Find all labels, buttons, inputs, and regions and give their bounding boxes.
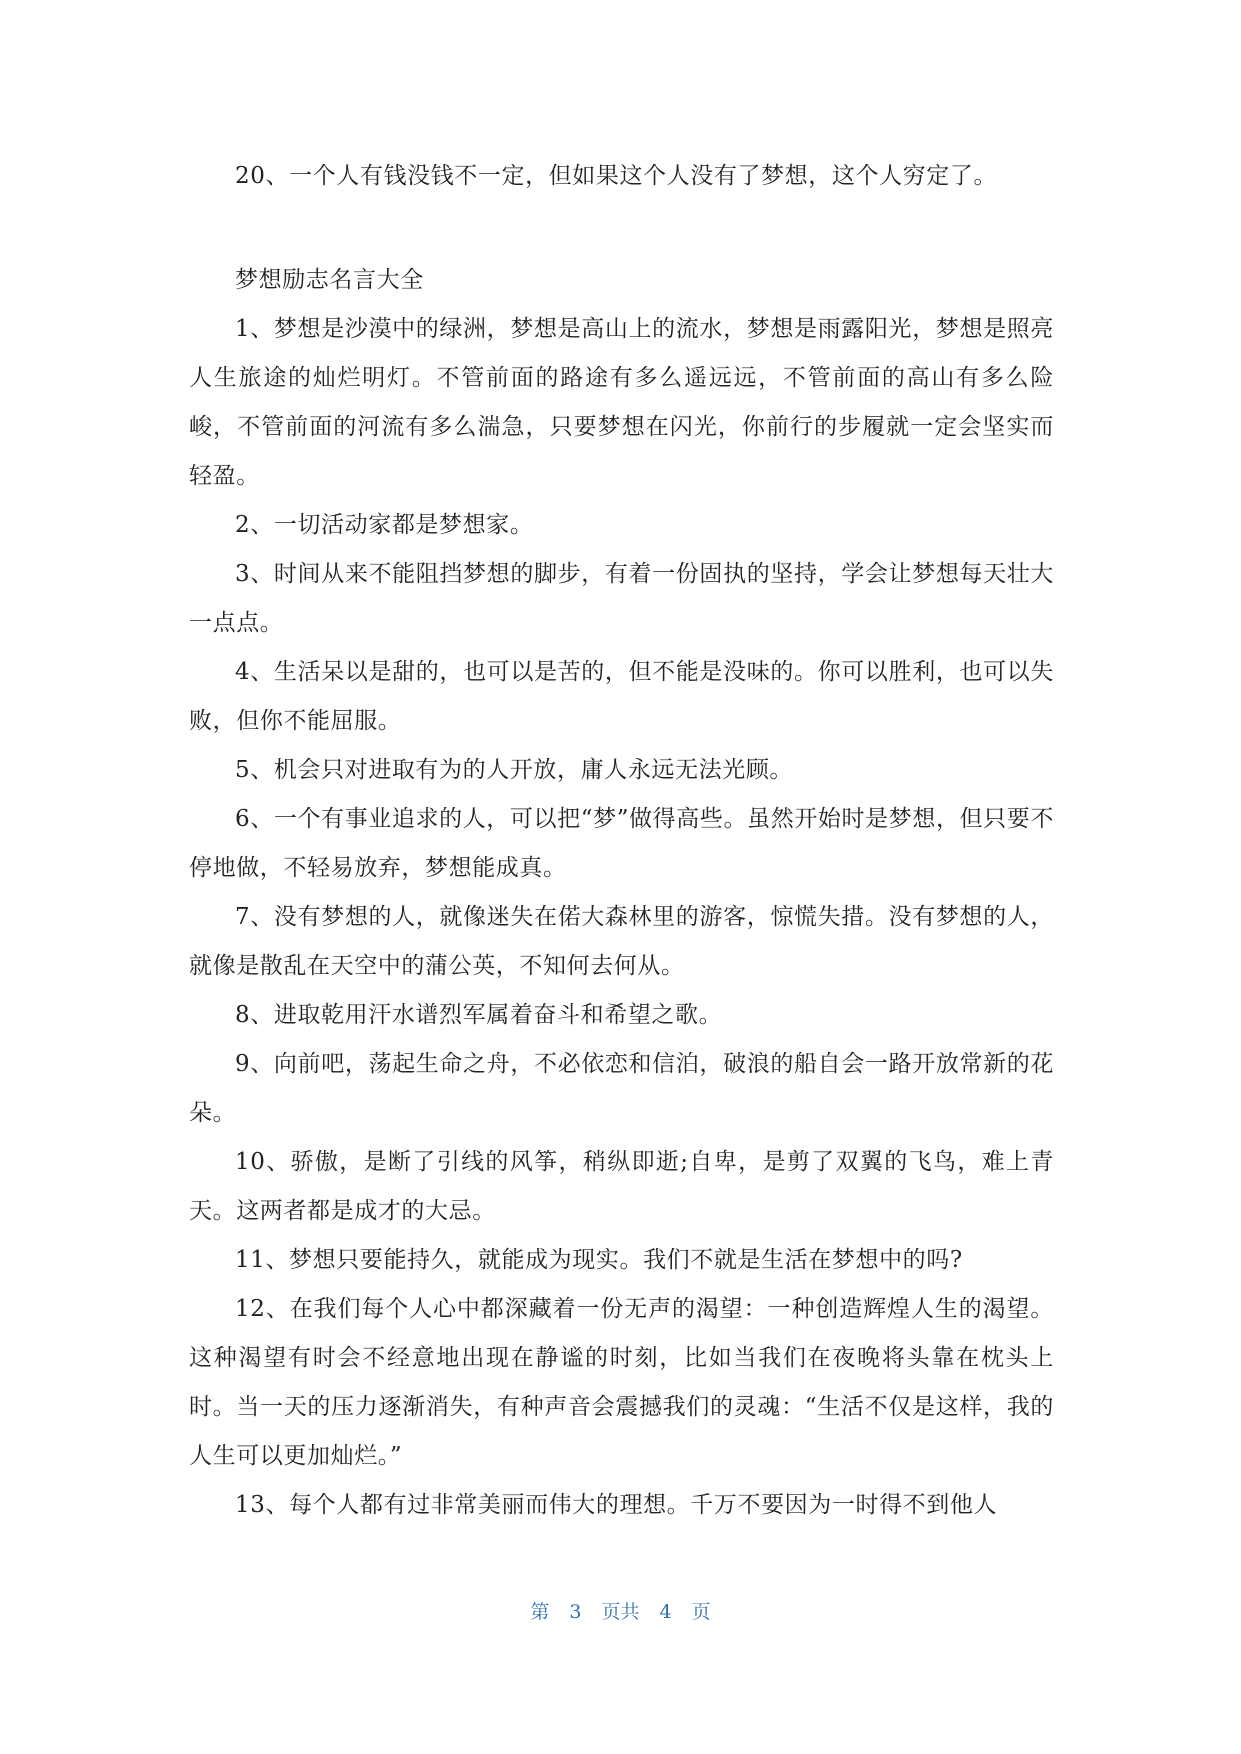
section-spacer (189, 201, 1054, 256)
quote-item: 11、梦想只要能持久，就能成为现实。我们不就是生活在梦想中的吗? (235, 1247, 963, 1273)
quote-item: 8、进取乾用汗水谱烈军属着奋斗和希望之歌。 (235, 1002, 723, 1028)
quote-item: 9、向前吧，荡起生命之舟，不必依恋和信泊，破浪的船自会一路开放常新的花朵。 (189, 1051, 1054, 1126)
section-heading: 梦想励志名言大全 (235, 267, 424, 293)
quote-item: 12、在我们每个人心中都深藏着一份无声的渴望：一种创造辉煌人生的渴望。这种渴望有时会不经意地出现在静谧的时刻，比如当我们在夜晚将头靠在枕头上时。当一天的压力逐渐消失，有种声音会震撼我们的灵魂：“生活不仅是这样，我的人生可以更加灿烂。” (189, 1296, 1054, 1469)
quote-item: 13、每个人都有过非常美丽而伟大的理想。千万不要因为一时得不到他人 (235, 1492, 998, 1518)
quote-item: 4、生活呆以是甜的，也可以是苦的，但不能是没味的。你可以胜利，也可以失败，但你不能屈服。 (189, 659, 1054, 734)
page-footer (0, 1597, 1241, 1624)
quote-item: 2、一切活动家都是梦想家。 (235, 512, 534, 538)
quote-item: 1、梦想是沙漠中的绿洲，梦想是高山上的流水，梦想是雨露阳光，梦想是照亮人生旅途的灿烂明灯。不管前面的路途有多么遥远远，不管前面的高山有多么险峻，不管前面的河流有多么湍急，只要梦想在闪光，你前行的步履就一定会坚实而轻盈。 (189, 316, 1054, 489)
footer-middle: 页共 (601, 1601, 640, 1623)
footer-suffix: 页 (691, 1601, 711, 1623)
lead-paragraph: 20、一个人有钱没钱不一定，但如果这个人没有了梦想，这个人穷定了。 (235, 163, 998, 189)
total-pages-number: 4 (659, 1601, 672, 1623)
quote-item: 5、机会只对进取有为的人开放，庸人永远无法光顾。 (235, 757, 794, 783)
quote-item: 3、时间从来不能阻挡梦想的脚步，有着一份固执的坚持，学会让梦想每天壮大一点点。 (189, 561, 1054, 636)
quote-item: 6、一个有事业追求的人，可以把“梦”做得高些。虽然开始时是梦想，但只要不停地做，不轻易放弃，梦想能成真。 (189, 806, 1054, 881)
current-page-number: 3 (569, 1601, 582, 1623)
footer-prefix: 第 (530, 1601, 550, 1623)
quote-item: 7、没有梦想的人，就像迷失在偌大森林里的游客，惊慌失措。没有梦想的人，就像是散乱在天空中的蒲公英，不知何去何从。 (189, 904, 1054, 979)
quote-item: 10、骄傲，是断了引线的风筝，稍纵即逝;自卑，是剪了双翼的飞鸟，难上青天。这两者都是成才的大忌。 (189, 1149, 1054, 1224)
document-body (189, 152, 1054, 1530)
